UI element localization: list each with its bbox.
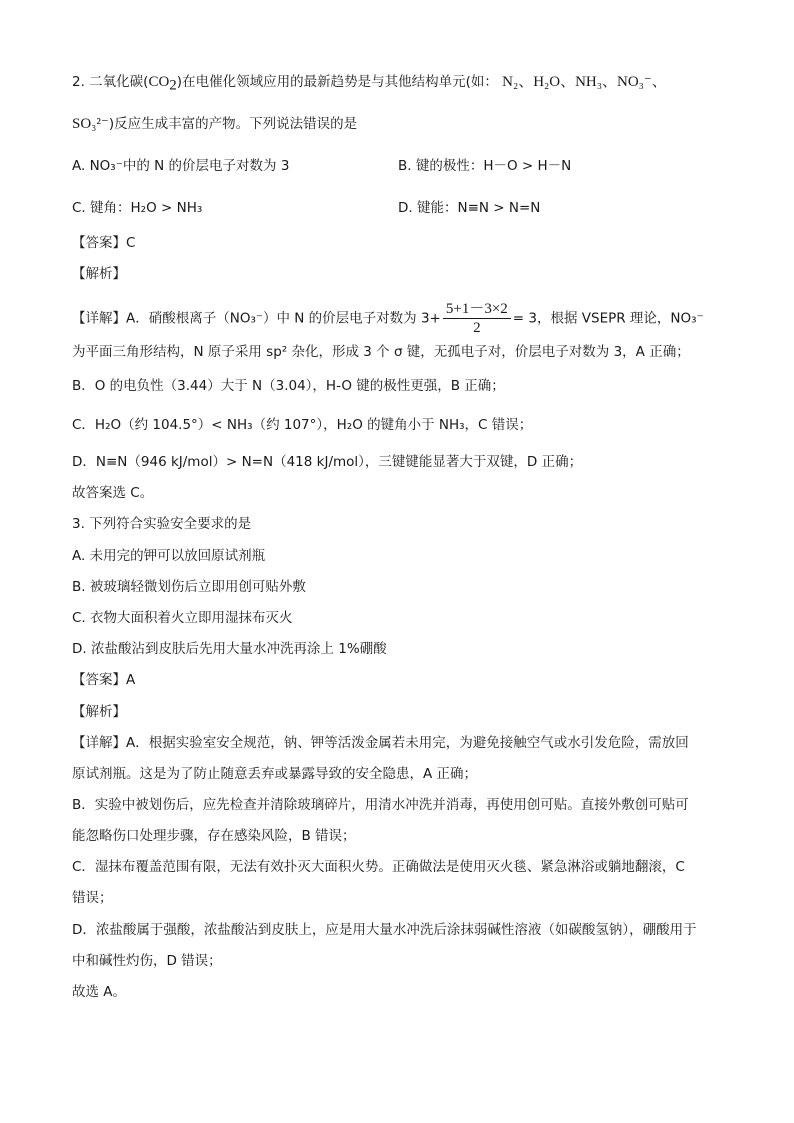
q3-option-c: C. 衣物大面积着火立即用湿抹布灭火 bbox=[72, 610, 293, 626]
q2-stem-line2 bbox=[72, 114, 357, 134]
q3-option-b: B. 被玻璃轻微划伤后立即用创可贴外敷 bbox=[72, 579, 306, 595]
q3-stem: 3. 下列符合实验安全要求的是 bbox=[72, 516, 252, 532]
q2-detail-line1 bbox=[72, 300, 704, 337]
q2-answer: 【答案】C bbox=[72, 235, 136, 251]
q2-fraction-numerator: 5+1－3×2 bbox=[443, 300, 511, 319]
q2-number: 2. bbox=[72, 74, 90, 90]
q3-detail-line5: C．湿抹布覆盖范围有限，无法有效扑灭大面积火势。正确做法是使用灭火毯、紧急淋浴或躺地翻滚，C bbox=[72, 859, 685, 875]
q2-detail-text-b: = 3，根据 VSEPR 理论，NO₃⁻ bbox=[512, 310, 704, 327]
q2-option-d: D. 键能：N≡N > N=N bbox=[398, 200, 541, 216]
q2-stem-line1: 2. 二氧化碳$(CO_2)$在电催化领域应用的最新趋势是与其他结构单元(如： N₂、H₂O、NH₃、NO₃⁻、 bbox=[72, 74, 667, 94]
q2-so3: SO₃²⁻ bbox=[72, 116, 109, 132]
q2-stem-text-1: 二氧化碳( bbox=[89, 74, 149, 90]
q2-detail-line5: D．N≡N（946 kJ/mol）> N=N（418 kJ/mol），三键键能显著大于双键，D 正确； bbox=[72, 454, 583, 470]
q2-species-list: N₂、H₂O、NH₃、NO₃⁻、 bbox=[502, 74, 667, 90]
q2-fraction-denominator: 2 bbox=[473, 320, 481, 336]
q3-option-d: D. 浓盐酸沾到皮肤后先用大量水冲洗再涂上 1%硼酸 bbox=[72, 641, 387, 657]
q3-detail-line6: 错误； bbox=[72, 890, 113, 906]
q2-option-a: A. NO₃⁻中的 N 的价层电子对数为 3 bbox=[72, 158, 290, 174]
q2-conclusion: 故答案选 C。 bbox=[72, 485, 154, 501]
q2-detail-text-a: 【详解】A．硝酸根离子（NO₃⁻）中 N 的价层电子对数为 3+ bbox=[72, 310, 441, 327]
q3-detail-line7: D．浓盐酸属于强酸，浓盐酸沾到皮肤上，应是用大量水冲洗后涂抹弱碱性溶液（如碳酸氢钠），硼酸用于 bbox=[72, 922, 697, 938]
q2-fraction bbox=[443, 300, 511, 337]
q3-conclusion: 故选 A。 bbox=[72, 984, 127, 1000]
q2-stem-text-2: )在电催化领域应用的最新趋势是与其他结构单元(如： bbox=[176, 74, 498, 90]
q2-detail-line4: C．H₂O（约 104.5°）< NH₃（约 107°），H₂O 的键角小于 NH₃，C 错误； bbox=[72, 417, 533, 433]
q2-stem-text-3: )反应生成丰富的产物。下列说法错误的是 bbox=[108, 116, 358, 132]
q2-detail-line2: 为平面三角形结构，N 原子采用 sp² 杂化，形成 3 个 σ 键，无孤电子对，价层电子对数为 3，A 正确； bbox=[72, 344, 690, 360]
q3-analysis-heading: 【解析】 bbox=[72, 704, 126, 720]
q2-co2: CO bbox=[148, 74, 170, 90]
q3-detail-line1: 【详解】A．根据实验室安全规范，钠、钾等活泼金属若未用完，为避免接触空气或水引发危险，需放回 bbox=[72, 735, 689, 751]
q3-answer: 【答案】A bbox=[72, 672, 136, 688]
q3-detail-line8: 中和碱性灼伤，D 错误； bbox=[72, 953, 222, 969]
q2-detail-line3: B．O 的电负性（3.44）大于 N（3.04），H-O 键的极性更强，B 正确； bbox=[72, 378, 505, 394]
q2-analysis-heading: 【解析】 bbox=[72, 266, 126, 282]
q3-option-a: A. 未用完的钾可以放回原试剂瓶 bbox=[72, 548, 266, 564]
q3-detail-line3: B．实验中被划伤后，应先检查并清除玻璃碎片，用清水冲洗并消毒，再使用创可贴。直接外敷创可贴可 bbox=[72, 797, 689, 813]
q3-detail-line4: 能忽略伤口处理步骤，存在感染风险，B 错误； bbox=[72, 828, 356, 844]
q2-option-c: C. 键角：H₂O > NH₃ bbox=[72, 200, 203, 216]
q3-detail-line2: 原试剂瓶。这是为了防止随意丢弃或暴露导致的安全隐患，A 正确； bbox=[72, 766, 478, 782]
q2-option-b: B. 键的极性：H－O > H－N bbox=[398, 158, 572, 174]
